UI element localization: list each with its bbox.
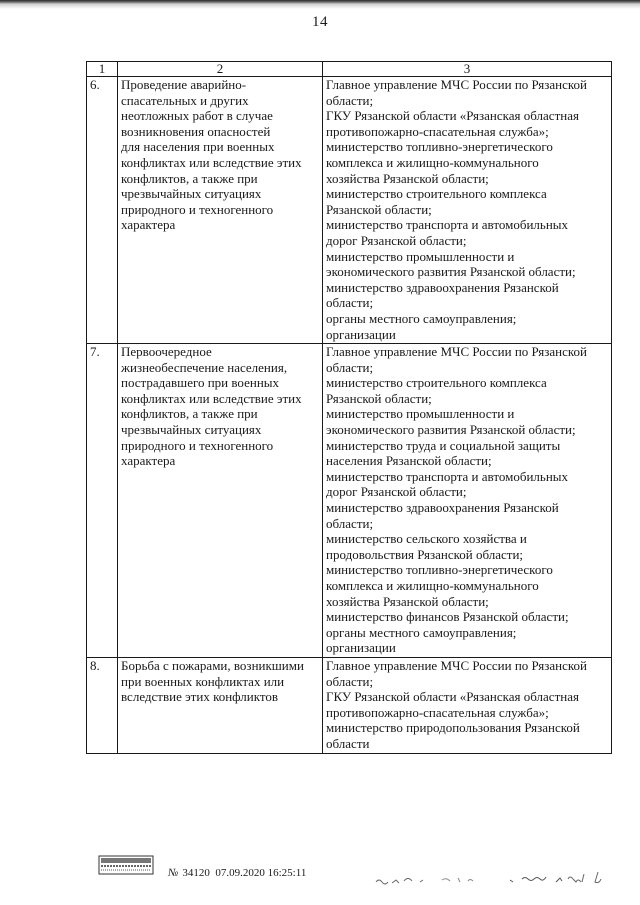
activity-line: Борьба с пожарами, возникшими xyxy=(121,657,304,673)
row-number: 6. xyxy=(87,77,118,344)
activity-line: природного и техногенного xyxy=(121,437,274,453)
responsible-cell xyxy=(323,344,612,658)
scan-edge-artifact xyxy=(0,0,640,10)
responsible-line: области; xyxy=(326,673,374,689)
activity-line: вследствие этих конфликтов xyxy=(121,689,279,705)
column-header-responsible: 3 xyxy=(323,62,612,77)
activity-line: конфликтах или вследствие этих xyxy=(121,154,302,170)
activity-line: чрезвычайных ситуациях xyxy=(121,186,262,202)
activity-line: при военных конфликтах или xyxy=(121,673,285,689)
responsible-line: министерство строительного комплекса xyxy=(326,375,547,391)
responsible-line: комплекса и жилищно-коммунального xyxy=(326,578,539,593)
responsible-line: министерство финансов Рязанской области; xyxy=(326,609,569,625)
column-header-activity: 2 xyxy=(118,62,323,77)
responsible-line: экономического развития Рязанской области; xyxy=(326,264,576,280)
responsible-line: министерство промышленности и xyxy=(326,406,515,422)
responsible-line: органы местного самоуправления; xyxy=(326,624,517,640)
responsible-line: министерство природопользования Рязанской xyxy=(326,720,580,736)
responsible-line: организации xyxy=(326,640,396,656)
activity-line: природного и техногенного xyxy=(121,201,274,217)
responsible-cell xyxy=(323,77,612,344)
responsible-line: хозяйства Рязанской области; xyxy=(326,593,489,609)
table-row xyxy=(87,344,612,658)
responsibility-table xyxy=(86,61,612,754)
activity-line: характера xyxy=(121,217,176,233)
responsible-line: министерство здравоохранения Рязанской xyxy=(326,500,559,516)
activity-line: конфликтов, а также при xyxy=(121,406,258,422)
table-row xyxy=(87,77,612,344)
row-number: 7. xyxy=(87,344,118,658)
responsible-line: организации xyxy=(326,326,396,342)
responsible-line: Главное управление МЧС России по Рязанской xyxy=(326,344,587,360)
activity-line: пострадавшего при военных xyxy=(121,375,280,391)
activity-line: жизнеобеспечение населения, xyxy=(121,359,288,375)
activity-line: чрезвычайных ситуациях xyxy=(121,422,262,438)
activity-line: конфликтах или вследствие этих xyxy=(121,390,302,406)
responsible-line: дорог Рязанской области; xyxy=(326,484,467,500)
activity-line: спасательных и других xyxy=(121,92,249,108)
activity-line: для населения при военных xyxy=(121,139,275,155)
row-number: 8. xyxy=(87,657,118,753)
registration-datetime: 07.09.2020 16:25:11 xyxy=(215,867,307,879)
faint-scan-noise-icon xyxy=(372,856,622,892)
activity-line: возникновения опасностей xyxy=(121,123,271,139)
responsible-cell xyxy=(323,657,612,753)
responsible-line: министерство труда и социальной защиты xyxy=(326,437,561,453)
responsible-line: министерство транспорта и автомобильных xyxy=(326,468,569,484)
responsible-line: министерство топливно-энергетического xyxy=(326,562,553,578)
responsible-line: министерство здравоохранения Рязанской xyxy=(326,279,559,295)
activity-line: неотложных работ в случае xyxy=(121,108,273,124)
responsible-line: Главное управление МЧС России по Рязанской xyxy=(326,657,587,673)
responsible-line: населения Рязанской области; xyxy=(326,453,492,469)
responsible-line: области; xyxy=(326,92,374,108)
responsible-line: министерство топливно-энергетического xyxy=(326,139,553,155)
registration-number: 34120 xyxy=(182,867,210,879)
responsible-line: Рязанской области; xyxy=(326,201,432,217)
responsible-line: ГКУ Рязанской области «Рязанская областная xyxy=(326,689,579,705)
responsible-line: министерство транспорта и автомобильных xyxy=(326,217,569,233)
responsible-line: экономического развития Рязанской области; xyxy=(326,422,576,438)
responsible-line: области; xyxy=(326,359,374,375)
registration-number-sign: № xyxy=(168,867,179,879)
activity-line: Первоочередное xyxy=(121,344,212,360)
activity-line: Проведение аварийно- xyxy=(121,77,247,92)
responsible-line: министерство промышленности и xyxy=(326,248,515,264)
responsible-line: хозяйства Рязанской области; xyxy=(326,170,489,186)
page-footer xyxy=(0,838,640,905)
responsible-line: продовольствия Рязанской области; xyxy=(326,546,524,562)
page-number: 14 xyxy=(312,14,328,30)
responsible-line: Рязанской области; xyxy=(326,390,432,406)
responsible-line: дорог Рязанской области; xyxy=(326,232,467,248)
table-header-row xyxy=(87,62,612,77)
responsible-line: Главное управление МЧС России по Рязанской xyxy=(326,77,587,92)
responsible-line: министерство строительного комплекса xyxy=(326,186,547,202)
responsible-line: противопожарно-спасательная служба»; xyxy=(326,123,549,139)
column-header-number: 1 xyxy=(87,62,118,77)
activity-cell xyxy=(118,344,323,658)
responsible-line: области; xyxy=(326,295,374,311)
registration-stamp-text xyxy=(168,867,306,879)
responsible-line: ГКУ Рязанской области «Рязанская областная xyxy=(326,108,579,124)
activity-line: конфликтов, а также при xyxy=(121,170,258,186)
activity-cell xyxy=(118,657,323,753)
table-row xyxy=(87,657,612,753)
activity-line: характера xyxy=(121,453,176,469)
responsible-line: противопожарно-спасательная служба»; xyxy=(326,704,549,720)
responsible-line: комплекса и жилищно-коммунального xyxy=(326,154,539,170)
responsible-line: области xyxy=(326,735,370,751)
responsible-line: министерство сельского хозяйства и xyxy=(326,531,527,547)
registry-stamp-icon xyxy=(98,855,154,875)
responsible-line: области; xyxy=(326,515,374,531)
responsible-line: органы местного самоуправления; xyxy=(326,310,517,326)
activity-cell xyxy=(118,77,323,344)
